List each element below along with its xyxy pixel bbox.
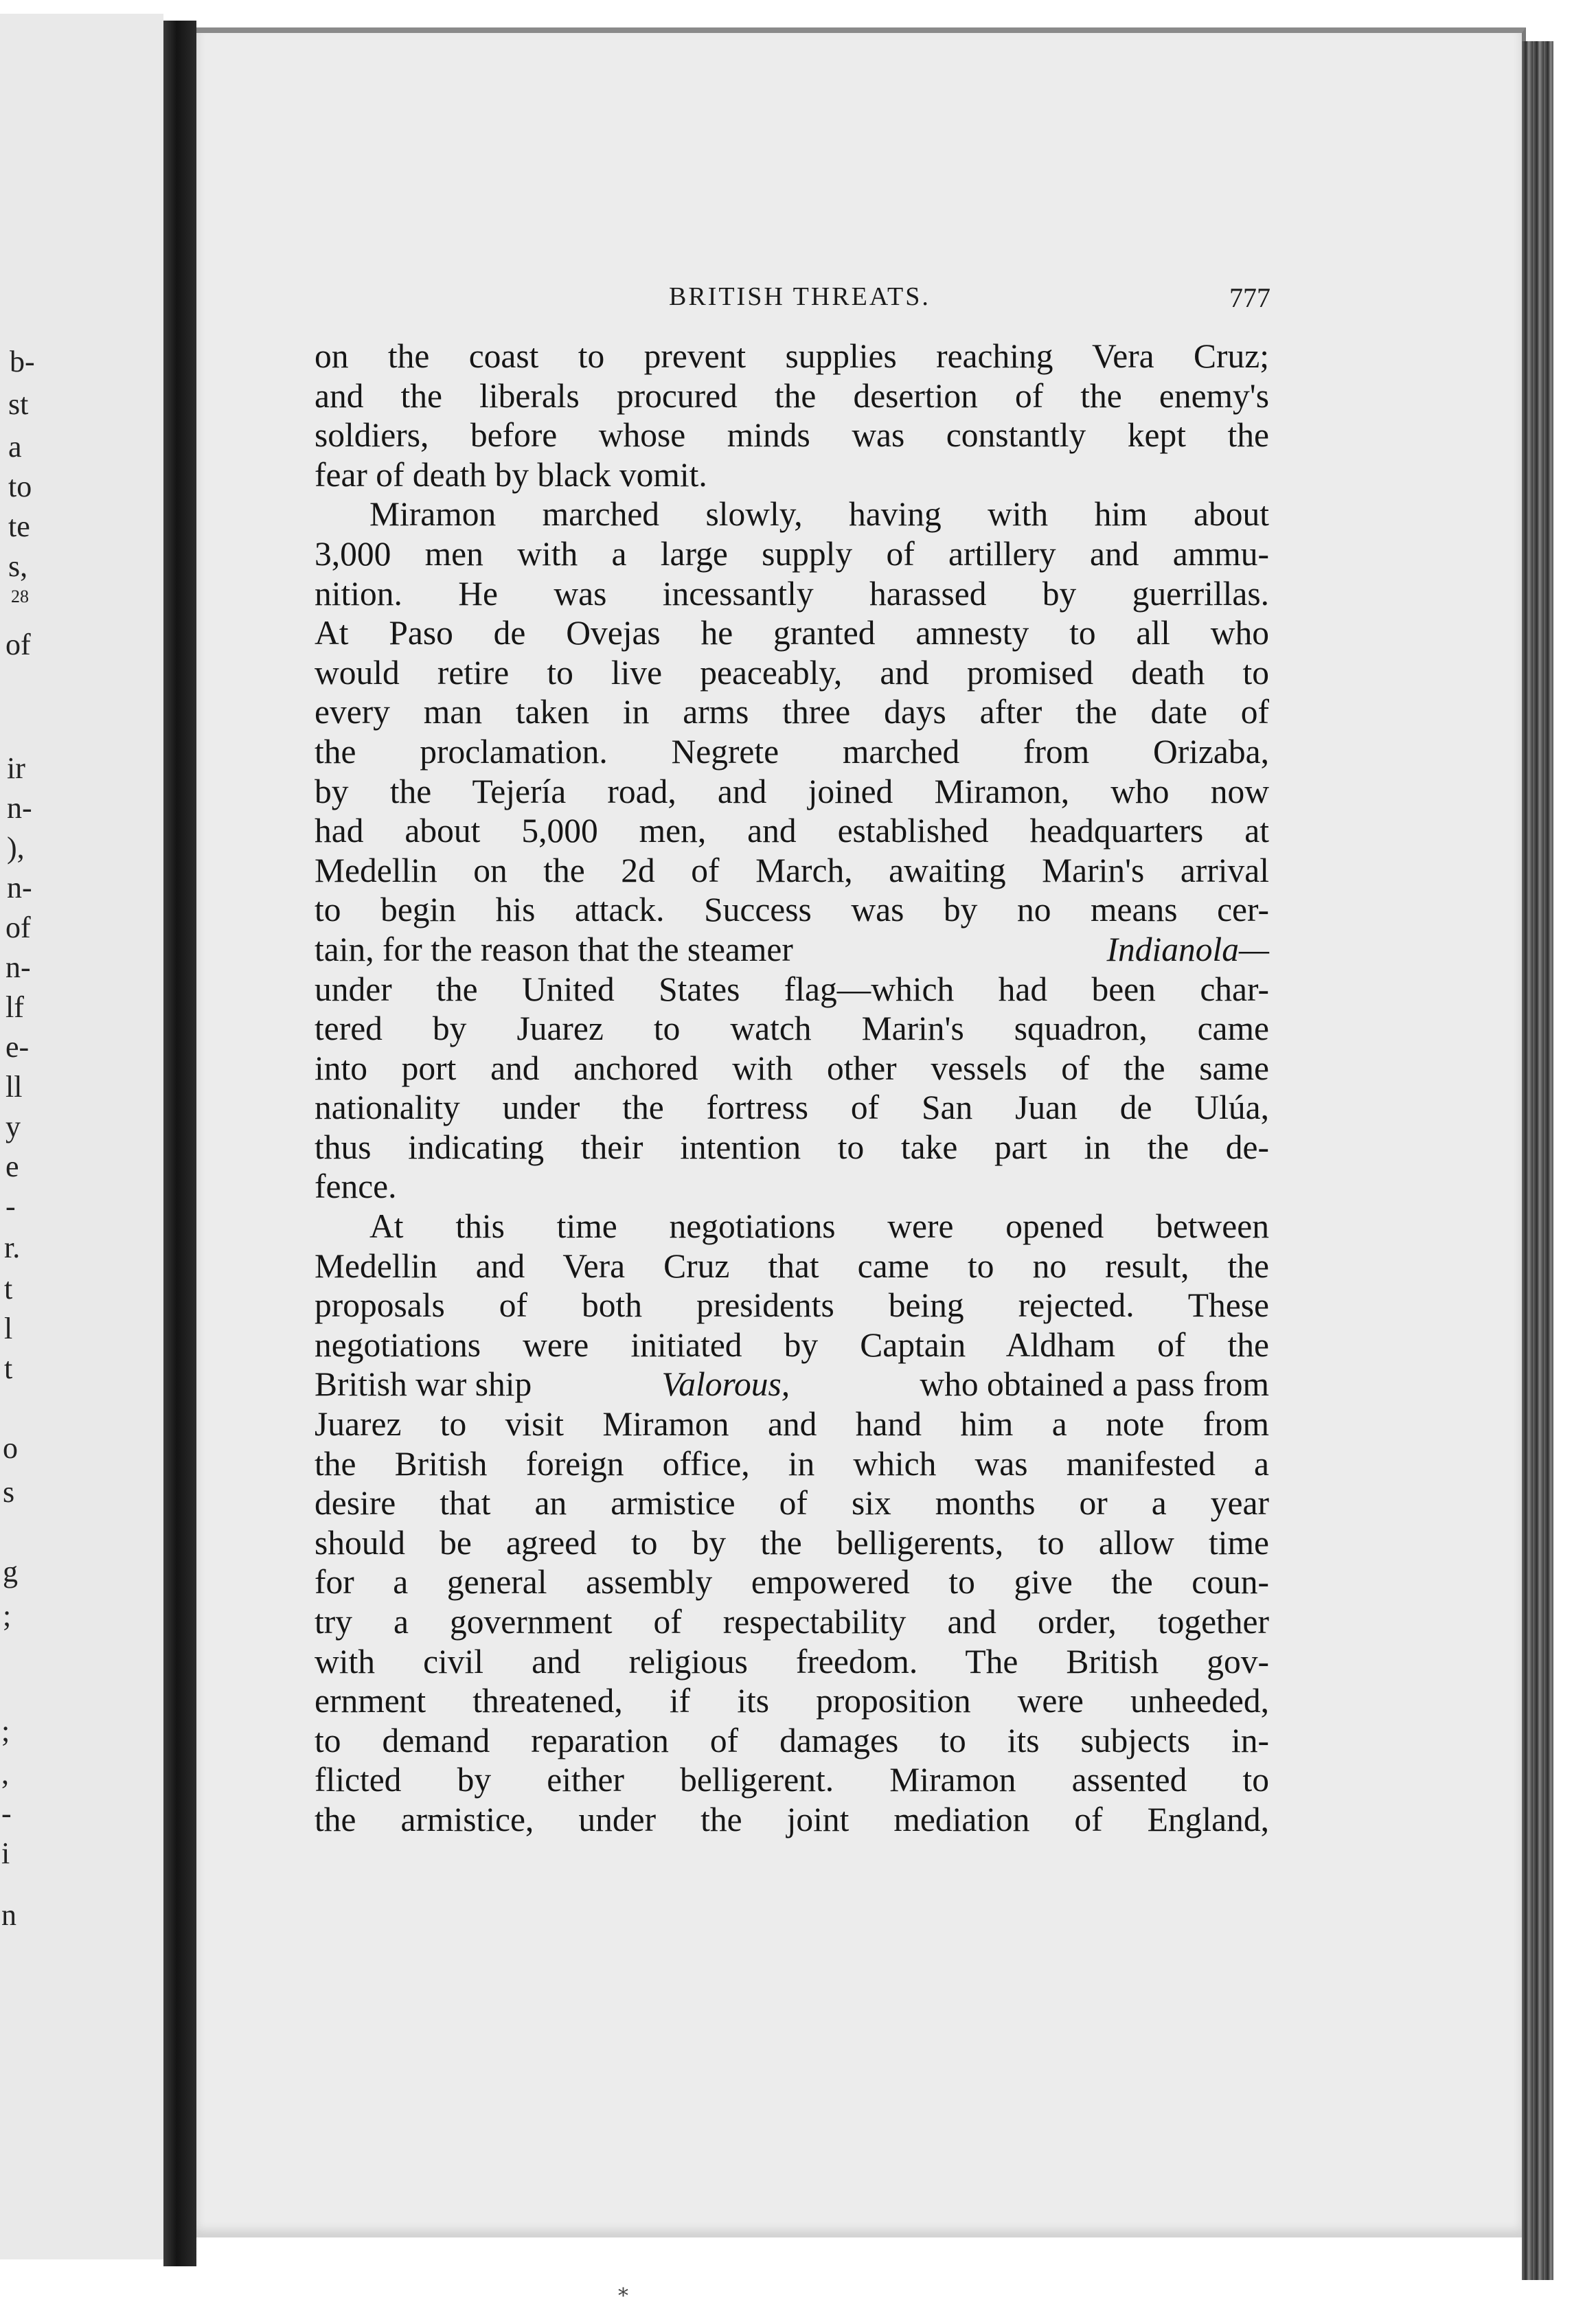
running-head: BRITISH THREATS. (669, 282, 931, 311)
text-line: desire that an armistice of six months or a year (315, 1484, 1269, 1523)
text-segment: tain, for the reason that the steamer (315, 930, 793, 968)
text-line: At Paso de Ovejas he granted amnesty to all who (315, 614, 1269, 652)
text-line: tered by Juarez to watch Marin's squadron, came (315, 1010, 1269, 1048)
text-line: for a general assembly empowered to give the coun- (315, 1563, 1269, 1602)
left-fragment: ir (7, 751, 25, 785)
left-fragment: ), (7, 831, 25, 865)
left-fragment: of (5, 628, 31, 661)
left-fragment: o (3, 1431, 18, 1465)
text-line: had about 5,000 men, and established headquarters at (315, 812, 1269, 850)
book-gutter-shadow (163, 21, 196, 2266)
left-fragment: t (4, 1272, 13, 1306)
left-fragment: n (1, 1898, 16, 1932)
text-line (315, 1365, 1269, 1404)
text-line: soldiers, before whose minds was constantly kept the (315, 416, 1269, 455)
left-fragment: ll (5, 1070, 23, 1104)
text-line: to begin his attack. Success was by no means cer- (315, 891, 1269, 929)
paragraph (315, 1207, 1269, 1840)
text-line: with civil and religious freedom. The British gov- (315, 1642, 1269, 1680)
left-fragment: b- (10, 345, 35, 378)
text-line: the armistice, under the joint mediation of England, (315, 1800, 1269, 1838)
ship-name-italic: Valorous, (661, 1365, 790, 1404)
left-fragment: , (1, 1757, 9, 1790)
left-fragment: ; (1, 1714, 10, 1748)
left-fragment: - (1, 1797, 12, 1830)
left-fragment: a (8, 430, 22, 464)
left-fragment: lf (5, 990, 24, 1024)
text-line: 3,000 men with a large supply of artillery and ammu- (315, 534, 1269, 573)
left-fragment: y (5, 1110, 21, 1143)
paragraph (315, 337, 1269, 494)
text-line: by the Tejería road, and joined Miramon, who now (315, 772, 1269, 810)
text-line: Juarez to visit Miramon and hand him a note from (315, 1405, 1269, 1444)
left-fragment: t (4, 1352, 13, 1385)
text-line: to demand reparation of damages to its subjects in- (315, 1721, 1269, 1759)
left-fragment: of (5, 911, 31, 944)
left-fragment: s (3, 1475, 15, 1509)
text-line: the British foreign office, in which was manifested a (315, 1444, 1269, 1483)
ship-name-italic: Indianola— (1106, 930, 1269, 968)
page-body-text (315, 337, 1269, 1840)
text-line: Medellin and Vera Cruz that came to no result, the (315, 1246, 1269, 1285)
text-line: proposals of both presidents being rejected. These (315, 1286, 1269, 1325)
text-line: negotiations were initiated by Captain Aldham of the (315, 1325, 1269, 1364)
text-line: fence. (315, 1167, 397, 1206)
page-number: 777 (1229, 282, 1270, 313)
left-fragment: st (8, 387, 29, 421)
text-line (315, 930, 1269, 970)
scan-margin (1553, 41, 1596, 2280)
text-line: thus indicating their intention to take part in the de- (315, 1128, 1269, 1166)
left-fragment: e (5, 1150, 19, 1183)
left-fragment: l (4, 1312, 13, 1345)
scan-artifact-mark: * (618, 2284, 628, 2308)
text-segment: British war ship (315, 1365, 532, 1404)
text-line: ernment threatened, if its proposition were unheeded, (315, 1682, 1269, 1720)
text-line: flicted by either belligerent. Miramon assented to (315, 1761, 1269, 1799)
text-line: At this time negotiations were opened between (369, 1207, 1269, 1246)
text-line: nition. He was incessantly harassed by guerrillas. (315, 574, 1269, 613)
left-fragment: n- (7, 791, 32, 825)
left-fragment: n- (7, 871, 32, 904)
text-line: under the United States flag—which had been char- (315, 970, 1269, 1008)
text-line: Miramon marched slowly, having with him about (369, 495, 1269, 534)
text-line: would retire to live peaceably, and promised death to (315, 653, 1269, 692)
left-fragment: to (8, 470, 32, 503)
text-line: fear of death by black vomit. (315, 455, 707, 494)
text-segment: who obtained a pass from (920, 1365, 1269, 1404)
left-fragment: n- (5, 950, 31, 984)
text-line: the proclamation. Negrete marched from Orizaba, (315, 732, 1269, 771)
text-line: Medellin on the 2d of March, awaiting Marin's arrival (315, 851, 1269, 889)
text-line: nationality under the fortress of San Juan de Ulúa, (315, 1089, 1269, 1127)
left-fragment: 28 (11, 586, 29, 606)
left-fragment: s, (8, 549, 28, 583)
paragraph (315, 494, 1269, 1207)
left-fragment: g (3, 1555, 18, 1588)
left-fragment: ; (3, 1599, 12, 1632)
left-fragment: e- (5, 1030, 30, 1064)
text-line: try a government of respectability and order, together (315, 1603, 1269, 1641)
left-facing-page (0, 14, 163, 2259)
text-line: and the liberals procured the desertion of the enemy's (315, 376, 1269, 415)
text-line: into port and anchored with other vessels of the same (315, 1049, 1269, 1087)
text-line: every man taken in arms three days after the date of (315, 693, 1269, 731)
left-fragment: r. (4, 1231, 21, 1264)
text-line: should be agreed to by the belligerents, to allow time (315, 1523, 1269, 1562)
left-fragment: te (8, 510, 30, 543)
left-fragment: i (1, 1836, 10, 1870)
text-line: on the coast to prevent supplies reaching Vera Cruz; (315, 337, 1269, 375)
left-fragment: - (5, 1189, 16, 1223)
